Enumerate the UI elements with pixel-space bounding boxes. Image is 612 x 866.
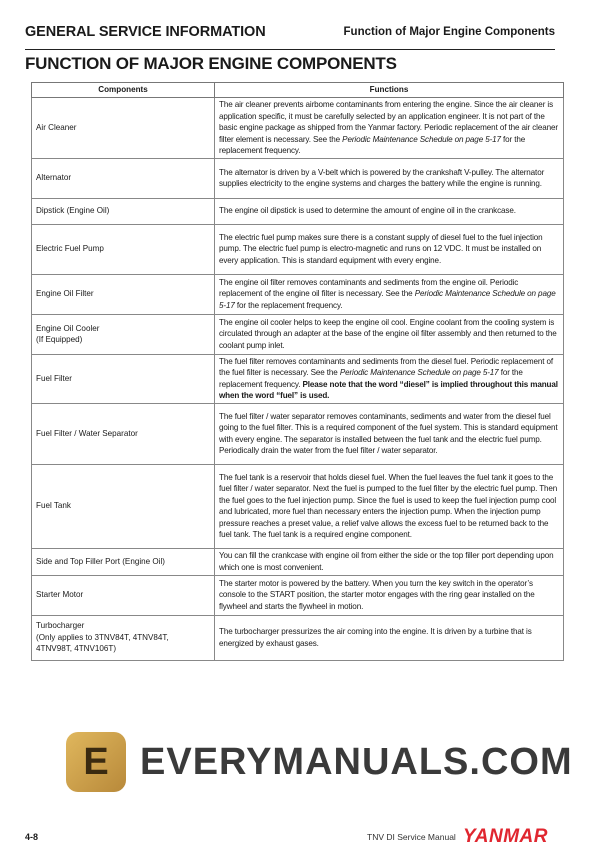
function-cell <box>215 548 564 575</box>
function-text: for the replacement frequency. <box>219 134 526 155</box>
component-name: (If Equipped) <box>36 335 83 344</box>
page-number: 4-8 <box>25 832 39 842</box>
component-cell <box>32 548 215 575</box>
function-text: The turbocharger pressurizes the air coming into the engine. It is driven by a turbine that is energized by exhaust gases. <box>219 627 532 648</box>
function-text: You can fill the crankcase with engine oil from either the side or the top filler port depending upon which one is most convenient. <box>219 551 554 572</box>
component-cell <box>32 575 215 615</box>
table-row <box>32 464 564 548</box>
component-name: Dipstick (Engine Oil) <box>36 206 110 216</box>
component-name: Fuel Tank <box>36 501 71 511</box>
component-cell <box>32 354 215 403</box>
component-name: Turbocharger <box>36 621 85 631</box>
function-cell <box>215 615 564 660</box>
manual-title: TNV DI Service Manual <box>367 832 456 842</box>
component-name: Air Cleaner <box>36 123 77 132</box>
function-text: The fuel filter removes contaminants and sediments from the diesel fuel. Periodic replacement of the fuel filter is necessary. See the <box>219 356 553 377</box>
table-row <box>32 314 564 354</box>
component-name: Electric Fuel Pump <box>36 244 104 254</box>
brand-logo: YANMAR <box>463 826 548 847</box>
watermark-logo-letter: E <box>83 740 109 783</box>
header-divider <box>25 49 555 50</box>
component-name: Engine Oil Filter <box>36 289 94 299</box>
table-body <box>32 98 564 661</box>
column-header-components: Components <box>32 83 215 98</box>
function-text: The fuel filter / water separator removes contaminants, sediments and water from the diesel fuel going to the fuel filter. This is a required component of the fuel system. This is standard equipment with every engine. The separator is installed between the fuel tank and the electric fuel pump. Periodically drain the water from the fuel filter / water separator. <box>219 411 558 455</box>
component-cell <box>32 158 215 198</box>
component-name: 4TNV98T, 4TNV106T) <box>36 644 117 654</box>
table-row <box>32 403 564 464</box>
table-row <box>32 615 564 660</box>
component-cell <box>32 314 215 354</box>
component-name: (Only applies to 3TNV84T, 4TNV84T, <box>36 632 169 642</box>
function-cell <box>215 575 564 615</box>
function-cell <box>215 158 564 198</box>
table-row <box>32 198 564 224</box>
function-text: The electric fuel pump makes sure there is a constant supply of diesel fuel to the fuel injection pump. The electric fuel pump is electro-magnetic and runs on 12 VDC. It must be installed on every application. This is standard equipment with every engine. <box>219 232 543 265</box>
function-text: for the replacement frequency. <box>219 368 523 389</box>
table-row <box>32 354 564 403</box>
column-header-functions: Functions <box>215 83 564 98</box>
component-cell <box>32 98 215 159</box>
component-cell <box>32 274 215 314</box>
component-name: Fuel Filter <box>36 373 72 383</box>
component-cell <box>32 198 215 224</box>
component-name: Alternator <box>36 173 72 183</box>
table-row <box>32 224 564 274</box>
table-row <box>32 274 564 314</box>
component-name: Starter Motor <box>36 590 84 600</box>
components-table <box>31 82 564 661</box>
function-text: The air cleaner prevents airbome contaminants from entering the engine. Since the air cleaner is application specific, it must be carefully selected by an application engineer. It is not part of the basic engine package as shipped from the Yanmar factory. Periodic replacement of the air cleaner filter element is necessary. See the <box>219 100 558 144</box>
function-text: The engine oil filter removes contaminants and sediments from the engine oil. Periodic replacement of the engine oil filter is necessary. See the <box>219 277 519 299</box>
page-title: FUNCTION OF MAJOR ENGINE COMPONENTS <box>25 54 397 73</box>
note-text: Please note that the word “diesel” is implied throughout this manual when the word “fuel” is used. <box>219 379 558 400</box>
table-header-row <box>32 83 564 98</box>
cross-reference: Periodic Maintenance Schedule on page 5-17 <box>219 289 556 310</box>
function-cell <box>215 464 564 548</box>
function-cell <box>215 314 564 354</box>
watermark-text: EVERYMANUALS.COM <box>140 741 573 783</box>
topic-header: Function of Major Engine Components <box>343 26 555 38</box>
function-text: The starter motor is powered by the battery. When you turn the key switch in the operator’s console to the START position, the starter motor engages with the ring gear installed on the flywheel and starts the flywheel in motion. <box>219 578 535 611</box>
function-cell <box>215 98 564 159</box>
function-text: The alternator is driven by a V-belt which is powered by the crankshaft V-pulley. The alternator supplies electricity to the engine systems and charges the battery while the engine is running. <box>219 167 545 188</box>
cross-reference: Periodic Maintenance Schedule on page 5-17 <box>339 368 499 377</box>
function-cell <box>215 274 564 314</box>
function-text: The fuel tank is a reservoir that holds diesel fuel. When the fuel leaves the fuel tank it goes to the fuel filter / water separator. Next the fuel is pumped to the fuel filter by the electric fuel pump. Then the fuel goes to the fuel injection pump. Since the fuel is used to keep the fuel injection pump cool and lubricated, more fuel than necessary enters the injection pump. When the injection pump pressure reaches a preset value, a relief valve allows the excess fuel to be returned back to the fuel tank. The fuel tank is a required engine component. <box>219 472 558 539</box>
component-cell <box>32 403 215 464</box>
table-row <box>32 158 564 198</box>
table-row <box>32 575 564 615</box>
component-cell <box>32 464 215 548</box>
function-text: for the replacement frequency. <box>234 300 343 310</box>
component-name: Fuel Filter / Water Separator <box>36 428 138 438</box>
function-text: The engine oil cooler helps to keep the engine oil cool. Engine coolant from the cooling system is circulated through an adapter at the base of the engine oil filter assembly and then returned to the coolant pump inlet. <box>219 317 557 350</box>
function-cell <box>215 354 564 403</box>
function-cell <box>215 198 564 224</box>
function-text: The engine oil dipstick is used to determine the amount of engine oil in the crankcase. <box>219 206 516 216</box>
section-header: GENERAL SERVICE INFORMATION <box>25 24 266 40</box>
component-name: Engine Oil Cooler <box>36 323 100 333</box>
function-cell <box>215 224 564 274</box>
cross-reference: Periodic Maintenance Schedule on page 5-17 <box>342 134 501 144</box>
component-cell <box>32 615 215 660</box>
component-cell <box>32 224 215 274</box>
table-row <box>32 548 564 575</box>
table-row <box>32 98 564 159</box>
component-name: Side and Top Filler Port (Engine Oil) <box>36 556 165 566</box>
watermark-logo <box>66 732 126 792</box>
function-cell <box>215 403 564 464</box>
